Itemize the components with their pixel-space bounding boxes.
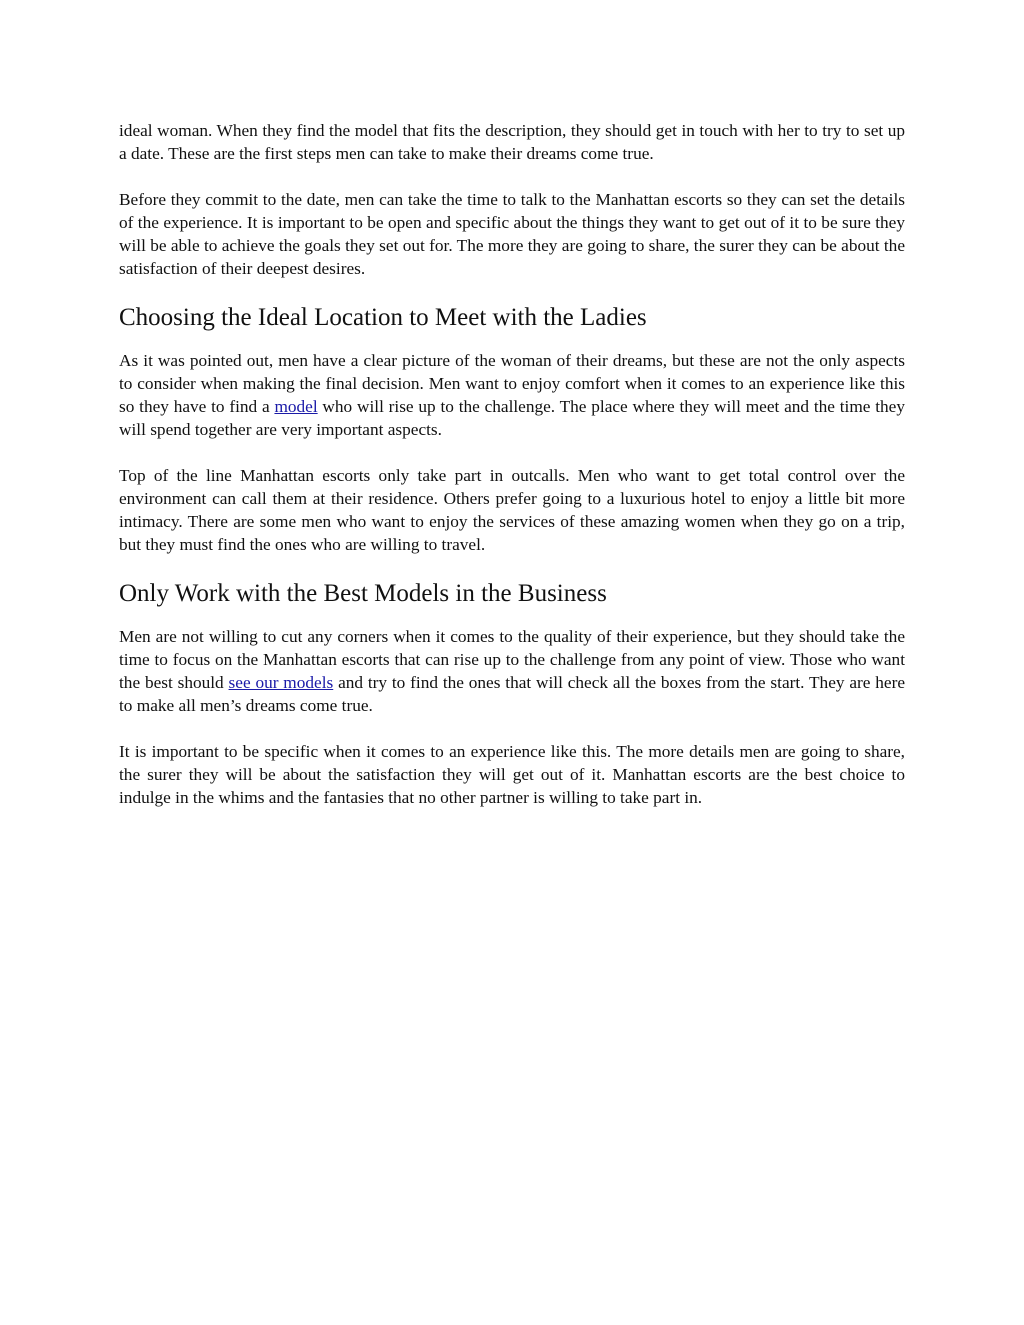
- model-link[interactable]: model: [274, 397, 318, 416]
- heading-choosing-location: Choosing the Ideal Location to Meet with the Ladies: [119, 304, 647, 331]
- paragraph-outcalls: Top of the line Manhattan escorts only take part in outcalls. Men who want to get total control over the environment can call them at their residence. Others prefer going to a luxurious hotel to enjoy a little bit more intimacy. There are some men who want to enjoy the services of these amazing women when they go on a trip, but they must find the ones who are willing to travel.: [119, 466, 905, 554]
- paragraph-quality-text-2: and try to find the ones that will check all the boxes from the start. They are here to make all men’s dreams come true.: [119, 673, 906, 715]
- heading-best-models: Only Work with the Best Models in the Business: [119, 580, 607, 607]
- paragraph-comfort: [119, 349, 905, 441]
- document-page: [119, 119, 905, 832]
- paragraph-intro: ideal woman. When they find the model that fits the description, they should get in touch with her to try to set up a date. These are the first steps men can take to make their dreams come true.: [119, 121, 905, 163]
- paragraph-specific: It is important to be specific when it comes to an experience like this. The more details men are going to share, the surer they will be about the satisfaction they will get out of it. Manhattan escorts are the best choice to indulge in the whims and the fantasies that no other partner is willing to take part in.: [119, 742, 905, 807]
- paragraph-before-date: Before they commit to the date, men can take the time to talk to the Manhattan escorts so they can set the details of the experience. It is important to be open and specific about the things they want to get out of it to be sure they will be able to achieve the goals they set out for. The more they are going to share, the surer they can be about the satisfaction of their deepest desires.: [119, 190, 905, 278]
- paragraph-comfort-text-2: who will rise up to the challenge. The place where they will meet and the time they will spend together are very important aspects.: [119, 397, 905, 439]
- see-our-models-link[interactable]: see our models: [228, 673, 334, 692]
- paragraph-comfort-text-1: As it was pointed out, men have a clear picture of the woman of their dreams, but these are not the only aspects to consider when making the final decision. Men want to enjoy comfort when it comes to an experience like this so they have to find a: [119, 351, 905, 416]
- paragraph-quality-text-1: Men are not willing to cut any corners when it comes to the quality of their experience, but they should take the time to focus on the Manhattan escorts that can rise up to the challenge from any point of view. Those who want the best should: [119, 627, 905, 692]
- paragraph-quality: [119, 625, 905, 717]
